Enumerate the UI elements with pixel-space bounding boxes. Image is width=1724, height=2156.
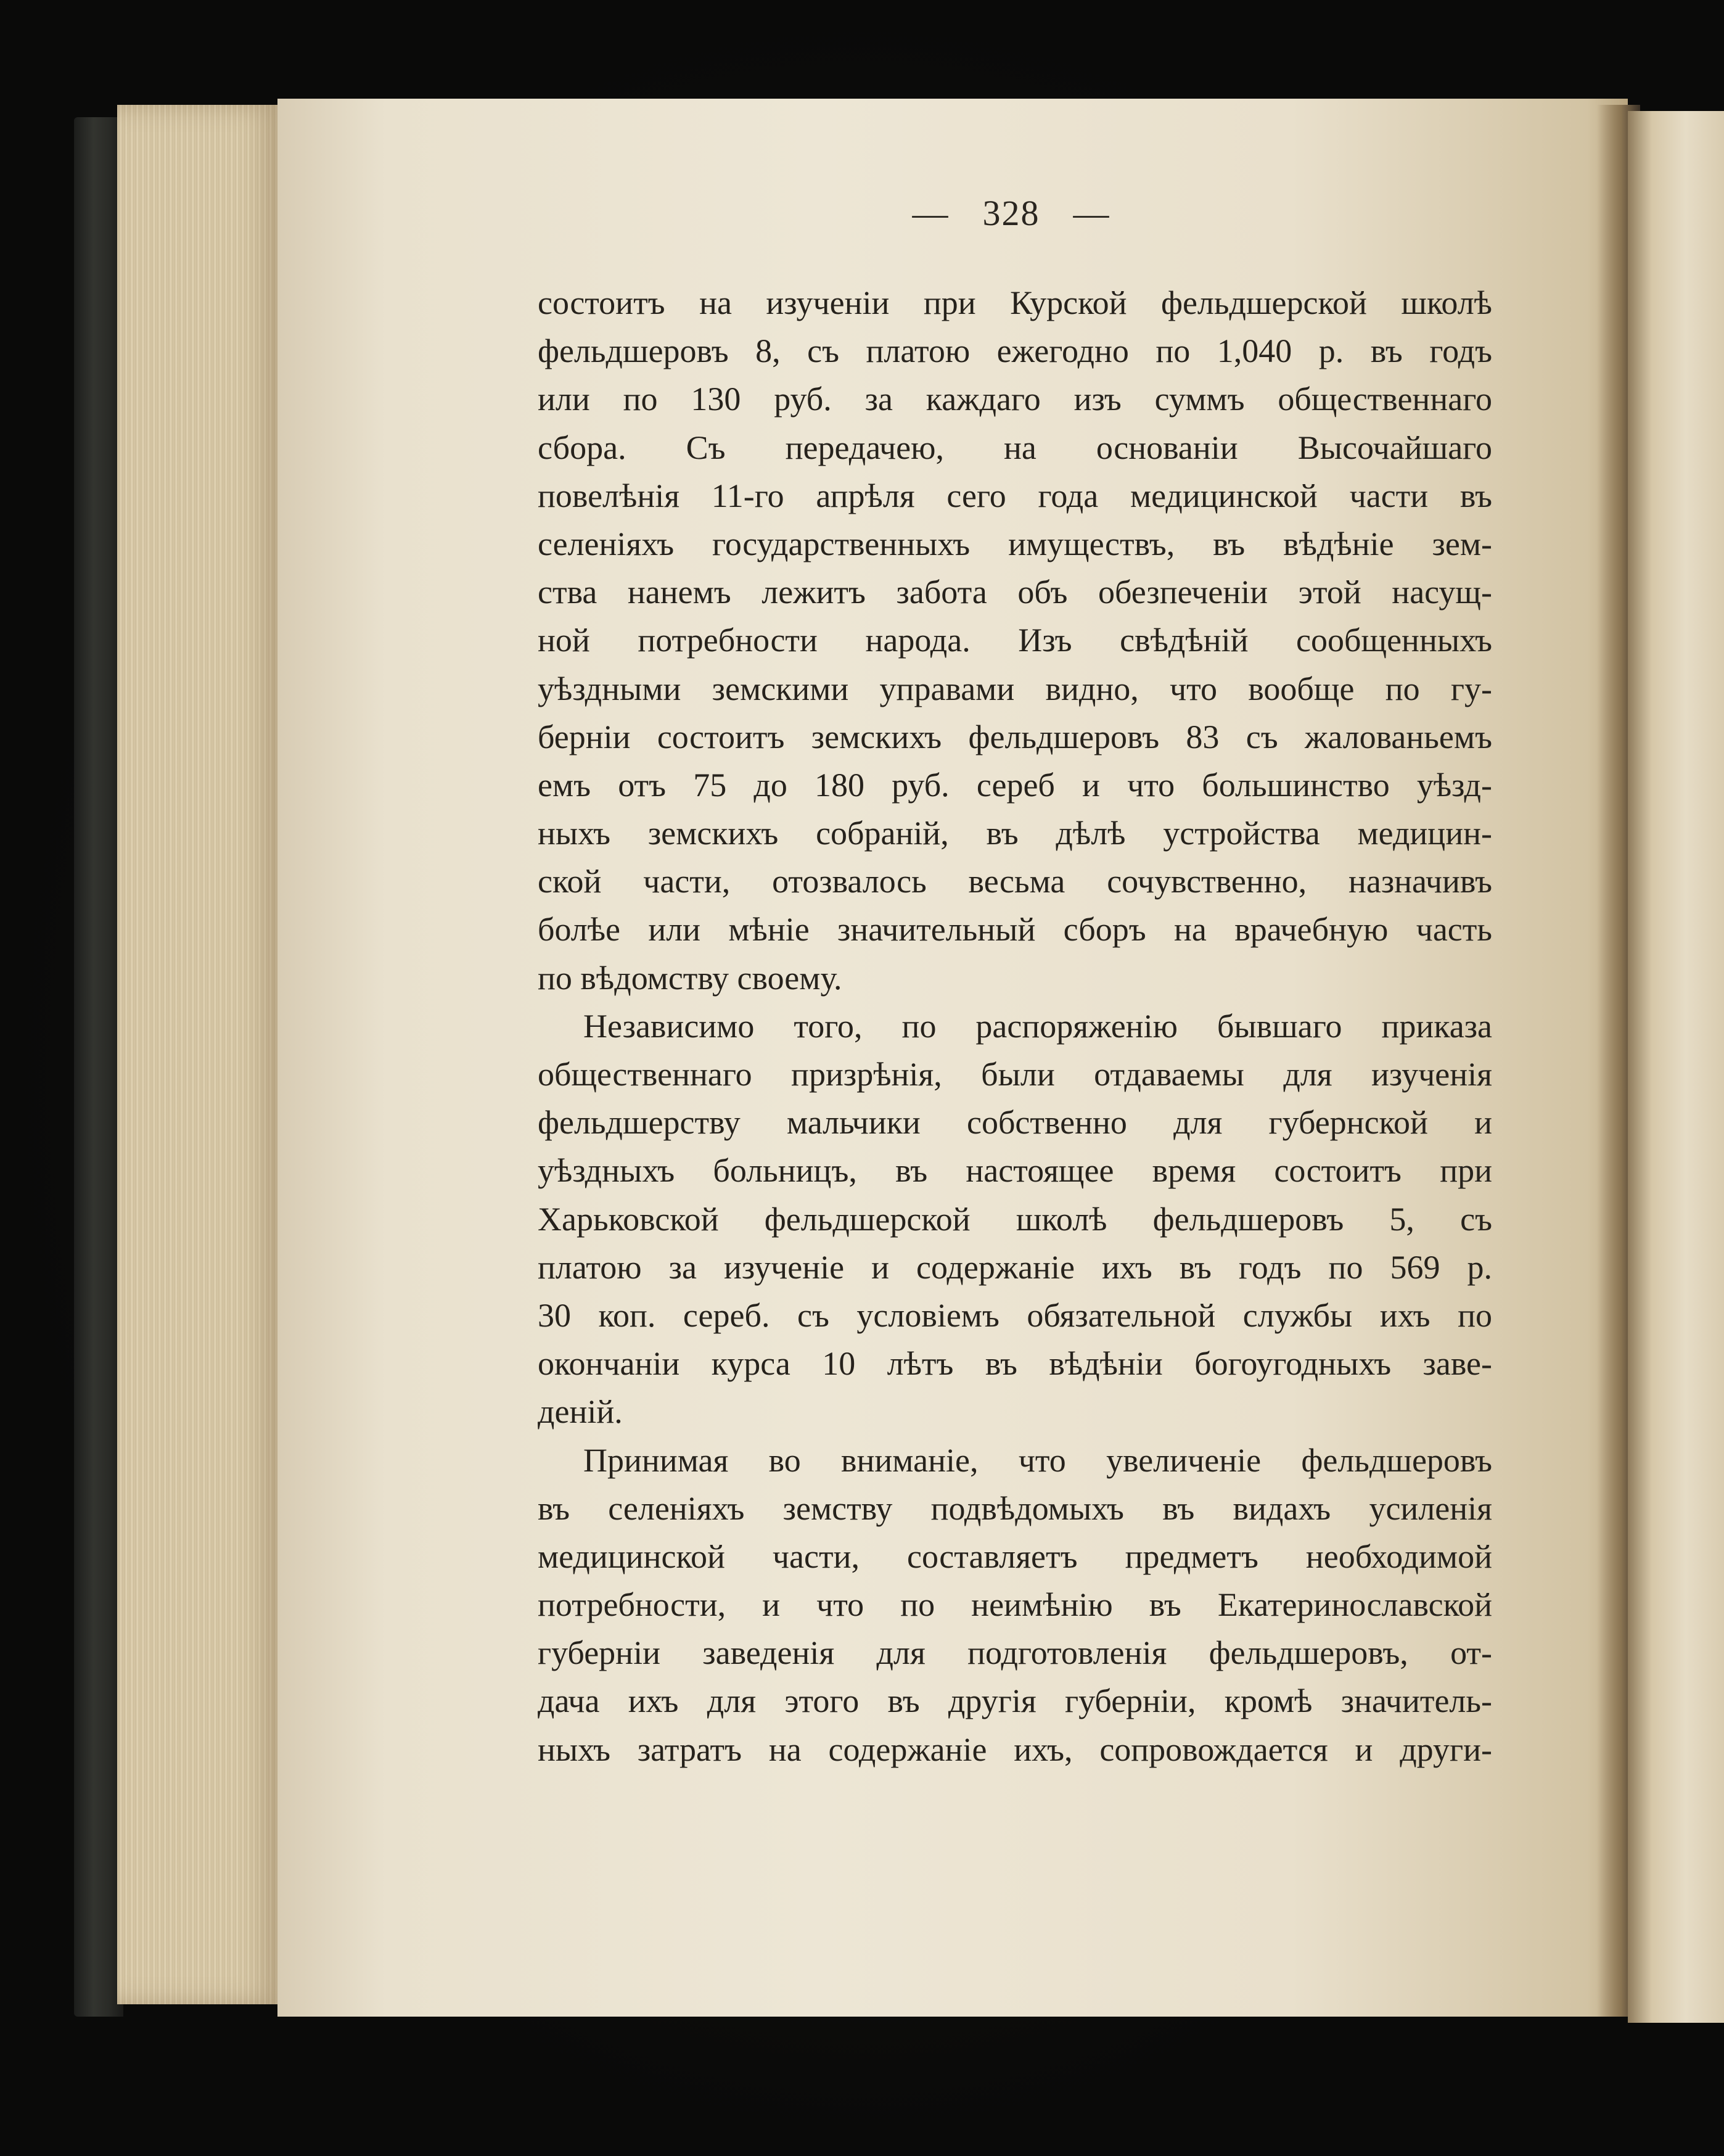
text-line: состоитъ на изученіи при Курской фельдшерской школѣ [538,284,1492,321]
text-line: повелѣнія 11-го апрѣля сего года медицинской части въ [538,477,1492,514]
text-line: ныхъ земскихъ собраній, въ дѣлѣ устройства медицин- [538,815,1492,852]
text-line: деній. [538,1393,623,1431]
text-line: окончаніи курса 10 лѣтъ въ вѣдѣніи богоугодныхъ заве- [538,1345,1492,1383]
text-line: болѣе или мѣніе значительный сборъ на врачебную часть [538,911,1492,948]
text-line: емъ отъ 75 до 180 руб. сереб и что большинство уѣзд- [538,766,1492,804]
paragraph-2 [538,1002,1492,1436]
page-number: 328 [982,193,1040,233]
paragraph-1 [538,279,1492,1002]
text-line: общественнаго призрѣнія, были отдаваемы для изученія [538,1056,1492,1093]
page-number-header [277,192,1724,234]
text-line: Харьковской фельдшерской школѣ фельдшеровъ 5, съ [538,1200,1492,1238]
text-line: ской части, отозвалось весьма сочувственно, назначивъ [538,863,1492,900]
dash-left: — [912,193,950,233]
book-cover [74,117,123,2017]
text-line: берніи состоитъ земскихъ фельдшеровъ 83 съ жалованьемъ [538,718,1492,755]
body-text [538,279,1492,1774]
text-line: платою за изученіе и содержаніе ихъ въ годъ по 569 р. [538,1248,1492,1286]
text-line: фельдшерству мальчики собственно для губернской и [538,1104,1492,1142]
text-line: сбора. Съ передачею, на основаніи Высочайшаго [538,429,1492,466]
paragraph-3 [538,1436,1492,1774]
page-edges [117,105,284,2004]
text-line: селеніяхъ государственныхъ имуществъ, въ вѣдѣніе зем- [538,525,1492,562]
text-line: фельдшеровъ 8, съ платою ежегодно по 1,040 р. въ годъ [538,332,1492,370]
facing-page-edge [1628,111,1724,2023]
text-line: потребности, и что по неимѣнію въ Екатеринославской [538,1586,1492,1624]
text-line: губерніи заведенія для подготовленія фельдшеровъ, от- [538,1634,1492,1672]
text-line: уѣздными земскими управами видно, что вообще по гу- [538,670,1492,707]
text-line: уѣздныхъ больницъ, въ настоящее время состоитъ при [538,1152,1492,1190]
text-line: Принимая во вниманіе, что увеличеніе фельдшеровъ [583,1441,1492,1479]
text-line: по вѣдомству своему. [538,959,842,997]
text-line: или по 130 руб. за каждаго изъ суммъ общественнаго [538,381,1492,418]
text-line: Независимо того, по распоряженію бывшаго приказа [583,1007,1492,1045]
text-line: ной потребности народа. Изъ свѣдѣній сообщенныхъ [538,622,1492,659]
text-line: въ селеніяхъ земству подвѣдомыхъ въ видахъ усиленія [538,1489,1492,1527]
text-line: медицинской части, составляетъ предметъ необходимой [538,1537,1492,1575]
text-line: дача ихъ для этого въ другія губерніи, кромѣ значитель- [538,1682,1492,1720]
dash-right: — [1073,193,1110,233]
text-line: ства нанемъ лежитъ забота объ обезпеченіи этой насущ- [538,574,1492,611]
text-line: 30 коп. сереб. съ условіемъ обязательной службы ихъ по [538,1296,1492,1334]
text-line: ныхъ затратъ на содержаніе ихъ, сопровождается и други- [538,1730,1492,1768]
